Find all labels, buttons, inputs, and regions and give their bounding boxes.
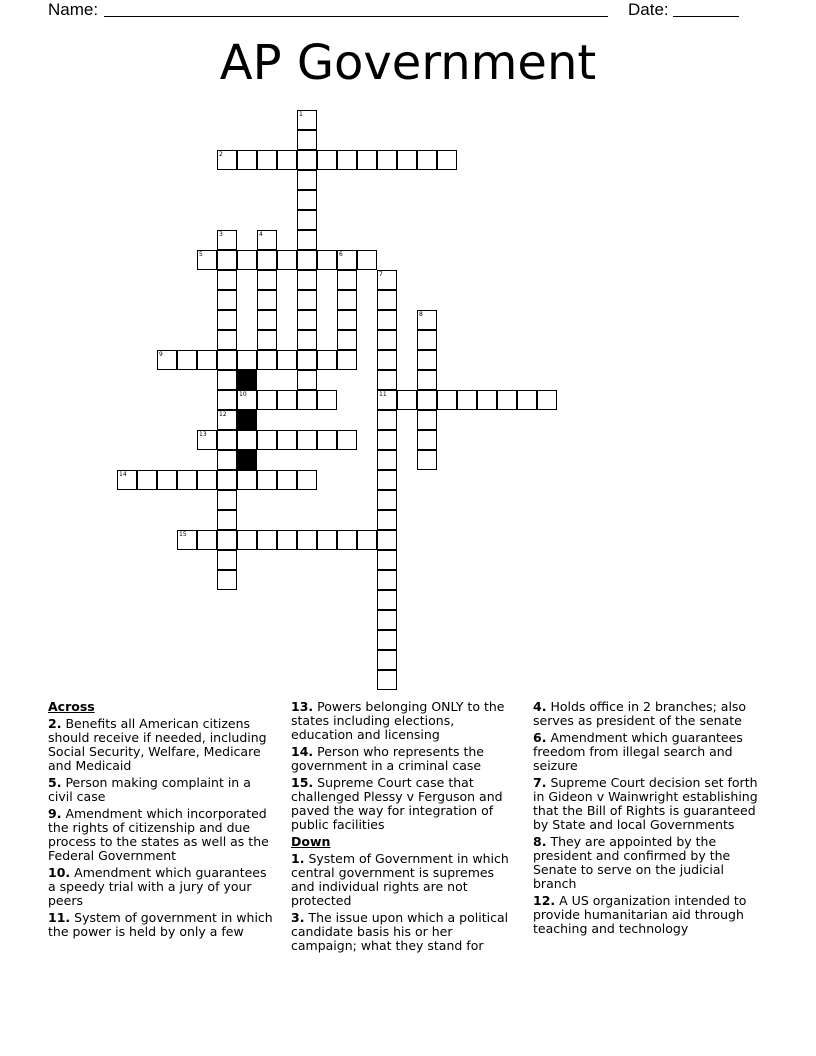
grid-cell[interactable] xyxy=(297,350,317,370)
clue-across: 14. Person who represents the government in a criminal case xyxy=(291,744,484,773)
grid-cell[interactable] xyxy=(377,310,397,330)
grid-cell[interactable] xyxy=(177,350,197,370)
grid-cell[interactable] xyxy=(257,350,277,370)
grid-cell[interactable] xyxy=(297,370,317,390)
clue-number: 6 xyxy=(339,251,343,258)
grid-cell[interactable] xyxy=(377,470,397,490)
grid-cell[interactable] xyxy=(437,390,457,410)
grid-cell[interactable] xyxy=(237,430,257,450)
grid-cell[interactable] xyxy=(377,150,397,170)
grid-cell[interactable] xyxy=(457,390,477,410)
clue-number: 8 xyxy=(419,311,423,318)
grid-cell[interactable] xyxy=(217,450,237,470)
grid-cell[interactable] xyxy=(317,430,337,450)
grid-cell[interactable] xyxy=(217,490,237,510)
grid-cell[interactable] xyxy=(157,470,177,490)
grid-cell[interactable] xyxy=(417,410,437,430)
grid-cell[interactable] xyxy=(477,390,497,410)
clue-number: 14 xyxy=(119,471,127,478)
grid-cell[interactable] xyxy=(297,310,317,330)
grid-cell[interactable] xyxy=(377,670,397,690)
grid-cell[interactable] xyxy=(417,450,437,470)
clue-number: 12 xyxy=(219,411,227,418)
grid-cell[interactable] xyxy=(257,390,277,410)
grid-cell[interactable] xyxy=(377,510,397,530)
clue-number: 5 xyxy=(199,251,203,258)
clues-column-3 xyxy=(533,700,761,939)
clue-across: 11. System of government in which the power is held by only a few xyxy=(48,910,273,939)
grid-cell[interactable] xyxy=(377,610,397,630)
grid-cell[interactable] xyxy=(417,350,437,370)
down-heading: Down xyxy=(291,834,331,849)
grid-cell[interactable] xyxy=(277,430,297,450)
clue-across: 9. Amendment which incorporated the rights of citizenship and due process to the states as well as the Federal Government xyxy=(48,806,269,863)
grid-cell[interactable] xyxy=(217,370,237,390)
grid-cell[interactable] xyxy=(197,470,217,490)
black-cell xyxy=(237,370,257,390)
grid-cell[interactable] xyxy=(297,250,317,270)
clue-number: 15 xyxy=(179,531,187,538)
grid-cell[interactable] xyxy=(217,310,237,330)
grid-cell[interactable] xyxy=(297,170,317,190)
clue-down: 7. Supreme Court decision set forth in Gideon v Wainwright establishing that the Bill of Rights is guaranteed by State and local Governments xyxy=(533,775,758,832)
clue-down: 1. System of Government in which central government is supremes and individual rights are not protected xyxy=(291,851,509,908)
grid-cell[interactable] xyxy=(277,470,297,490)
clue-down: 3. The issue upon which a political candidate basis his or her campaign; what they stand for xyxy=(291,910,509,953)
grid-cell[interactable] xyxy=(217,350,237,370)
grid-cell[interactable] xyxy=(217,290,237,310)
clues-column-2 xyxy=(291,700,519,956)
grid-cell[interactable] xyxy=(317,530,337,550)
grid-cell[interactable] xyxy=(417,330,437,350)
grid-cell[interactable] xyxy=(417,150,437,170)
grid-cell[interactable] xyxy=(277,350,297,370)
clue-number: 1 xyxy=(299,111,303,118)
grid-cell[interactable] xyxy=(277,150,297,170)
clue-across: 13. Powers belonging ONLY to the states including elections, education and licensing xyxy=(291,699,505,742)
clue-number: 7 xyxy=(379,271,383,278)
grid-cell[interactable] xyxy=(417,430,437,450)
grid-cell[interactable] xyxy=(297,390,317,410)
grid-cell[interactable] xyxy=(337,530,357,550)
clue-across: 10. Amendment which guarantees a speedy trial with a jury of your peers xyxy=(48,865,267,908)
grid-cell[interactable] xyxy=(257,310,277,330)
clue-down: 6. Amendment which guarantees freedom from illegal search and seizure xyxy=(533,730,743,773)
grid-cell[interactable] xyxy=(197,530,217,550)
grid-cell[interactable] xyxy=(337,330,357,350)
grid-cell[interactable] xyxy=(417,390,437,410)
grid-cell[interactable] xyxy=(257,330,277,350)
grid-cell[interactable] xyxy=(517,390,537,410)
clue-down: 4. Holds office in 2 branches; also serves as president of the senate xyxy=(533,699,747,728)
grid-cell[interactable] xyxy=(377,350,397,370)
grid-cell[interactable] xyxy=(317,150,337,170)
grid-cell[interactable] xyxy=(377,450,397,470)
grid-cell[interactable] xyxy=(437,150,457,170)
grid-cell[interactable] xyxy=(417,370,437,390)
grid-cell[interactable] xyxy=(217,570,237,590)
clue-number: 13 xyxy=(199,431,207,438)
page-title: AP Government xyxy=(219,35,597,91)
grid-cell[interactable] xyxy=(377,290,397,310)
grid-cell[interactable] xyxy=(377,650,397,670)
grid-cell[interactable] xyxy=(257,270,277,290)
grid-cell[interactable] xyxy=(377,430,397,450)
grid-cell[interactable] xyxy=(217,390,237,410)
grid-cell[interactable] xyxy=(297,270,317,290)
grid-cell[interactable] xyxy=(237,470,257,490)
grid-cell[interactable] xyxy=(237,250,257,270)
grid-cell[interactable] xyxy=(297,330,317,350)
grid-cell[interactable] xyxy=(377,550,397,570)
grid-cell[interactable] xyxy=(537,390,557,410)
grid-cell[interactable] xyxy=(297,530,317,550)
black-cell xyxy=(237,450,257,470)
grid-cell[interactable] xyxy=(297,190,317,210)
clue-number: 4 xyxy=(259,231,263,238)
grid-cell[interactable] xyxy=(237,350,257,370)
grid-cell[interactable] xyxy=(377,410,397,430)
grid-cell[interactable] xyxy=(257,470,277,490)
grid-cell[interactable] xyxy=(277,390,297,410)
grid-cell[interactable] xyxy=(357,150,377,170)
grid-cell[interactable] xyxy=(257,150,277,170)
grid-cell[interactable] xyxy=(217,550,237,570)
grid-cell[interactable] xyxy=(337,290,357,310)
grid-cell[interactable] xyxy=(337,310,357,330)
grid-cell[interactable] xyxy=(217,470,237,490)
grid-cell[interactable] xyxy=(237,150,257,170)
grid-cell[interactable] xyxy=(377,330,397,350)
grid-cell[interactable] xyxy=(357,530,377,550)
clue-across: 15. Supreme Court case that challenged Plessy v Ferguson and paved the way for integration of public facilities xyxy=(291,775,503,832)
name-label: Name: xyxy=(48,0,99,19)
grid-cell[interactable] xyxy=(297,210,317,230)
grid-cell[interactable] xyxy=(317,350,337,370)
grid-cell[interactable] xyxy=(397,150,417,170)
grid-cell[interactable] xyxy=(317,250,337,270)
grid-cell[interactable] xyxy=(317,390,337,410)
grid-cell[interactable] xyxy=(377,630,397,650)
clue-across: 5. Person making complaint in a civil case xyxy=(48,775,251,804)
grid-cell[interactable] xyxy=(277,530,297,550)
clue-number: 2 xyxy=(219,151,223,158)
grid-cell[interactable] xyxy=(297,130,317,150)
grid-cell[interactable] xyxy=(137,470,157,490)
date-label: Date: xyxy=(628,0,669,19)
grid-cell[interactable] xyxy=(197,350,217,370)
grid-cell[interactable] xyxy=(377,530,397,550)
grid-cell[interactable] xyxy=(337,270,357,290)
grid-cell[interactable] xyxy=(337,430,357,450)
grid-cell[interactable] xyxy=(297,290,317,310)
grid-cell[interactable] xyxy=(217,510,237,530)
grid-cell[interactable] xyxy=(377,370,397,390)
grid-cell[interactable] xyxy=(497,390,517,410)
grid-cell[interactable] xyxy=(217,250,237,270)
grid-cell[interactable] xyxy=(177,470,197,490)
grid-cell[interactable] xyxy=(257,250,277,270)
grid-cell[interactable] xyxy=(217,530,237,550)
grid-cell[interactable] xyxy=(297,430,317,450)
grid-cell[interactable] xyxy=(297,150,317,170)
grid-cell[interactable] xyxy=(357,250,377,270)
clue-down: 8. They are appointed by the president and confirmed by the Senate to serve on the judicial branch xyxy=(533,834,731,891)
across-heading: Across xyxy=(48,699,95,714)
clue-across: 2. Benefits all American citizens should receive if needed, including Social Security, Welfare, Medicare and Medicaid xyxy=(48,716,267,773)
grid-cell[interactable] xyxy=(217,430,237,450)
black-cell xyxy=(237,410,257,430)
clue-number: 11 xyxy=(379,391,387,398)
clues-column-1 xyxy=(48,700,276,942)
grid-cell[interactable] xyxy=(377,490,397,510)
grid-cell[interactable] xyxy=(297,230,317,250)
clue-number: 3 xyxy=(219,231,223,238)
grid-cell[interactable] xyxy=(257,430,277,450)
clue-down: 12. A US organization intended to provide humanitarian aid through teaching and technology xyxy=(533,893,747,936)
grid-cell[interactable] xyxy=(377,590,397,610)
grid-cell[interactable] xyxy=(337,150,357,170)
grid-cell[interactable] xyxy=(217,270,237,290)
grid-cell[interactable] xyxy=(397,390,417,410)
grid-cell[interactable] xyxy=(377,570,397,590)
clue-number: 9 xyxy=(159,351,163,358)
grid-cell[interactable] xyxy=(337,350,357,370)
grid-cell[interactable] xyxy=(237,530,257,550)
grid-cell[interactable] xyxy=(277,250,297,270)
grid-cell[interactable] xyxy=(297,470,317,490)
grid-cell[interactable] xyxy=(257,290,277,310)
grid-cell[interactable] xyxy=(217,330,237,350)
clue-number: 10 xyxy=(239,391,247,398)
grid-cell[interactable] xyxy=(257,530,277,550)
